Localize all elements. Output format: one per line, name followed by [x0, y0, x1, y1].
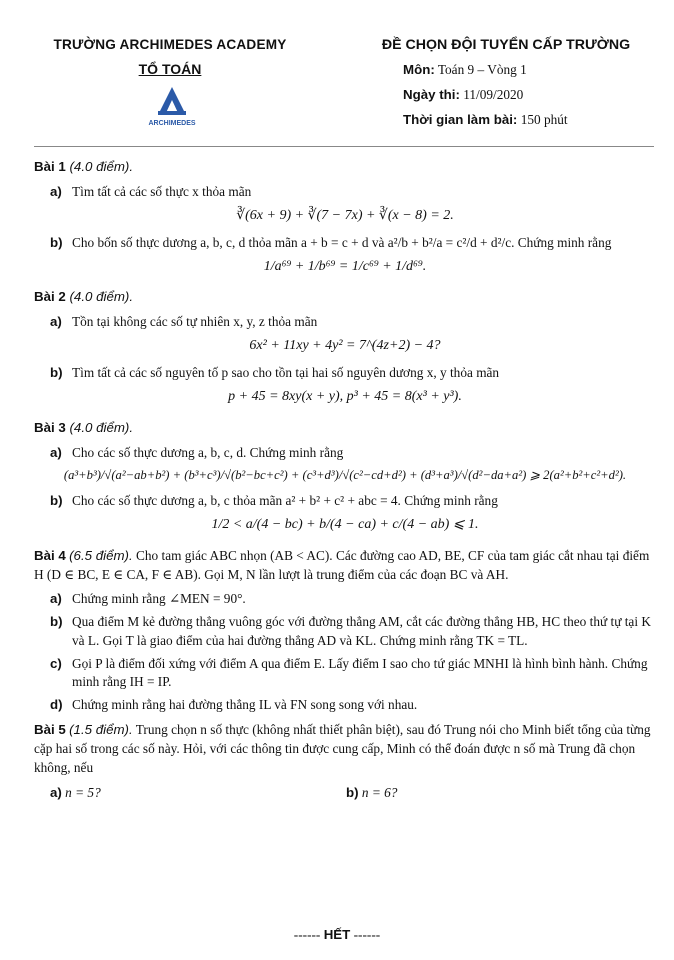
problem-4	[34, 547, 656, 715]
date-line: Ngày thi: 11/09/2020	[403, 87, 524, 102]
formula: ∛(6x + 9) + ∛(7 − 7x) + ∛(x − 8) = 2.	[236, 207, 454, 223]
problem-2	[34, 288, 656, 406]
problem-intro: Bài 4 (6.5 điểm). Cho tam giác ABC nhọn (AB < AC). Các đường cao AD, BE, CF của tam giác cắt nhau tại điểm H (D ∈ BC, E ∈ CA, F ∈ AB). Gọi M, N lần lượt là trung điểm của các đoạn BC và AH.	[34, 548, 650, 582]
svg-text:ARCHIMEDES: ARCHIMEDES	[148, 120, 196, 127]
problem-part: a) Tồn tại không các số tự nhiên x, y, z thỏa mãn	[50, 314, 318, 330]
problem-part: b) n = 6?	[346, 784, 398, 800]
problem-1	[34, 158, 656, 276]
problem-part: b) Qua điểm M kẻ đường thẳng vuông góc với đường thẳng AM, cắt các đường thẳng HB, HC theo thứ tự tại K và L. Gọi T là giao điểm của hai đường thẳng AD và KL. Chứng minh rằng TK = TL.	[50, 613, 651, 648]
formula: (a³+b³)/√(a²−ab+b²) + (b³+c³)/√(b²−bc+c²) + (c³+d³)/√(c²−cd+d²) + (d³+a³)/√(d²−da+a²) ⩾ 2(a²+b²+c²+d²).	[63, 467, 627, 482]
formula: 1/a⁶⁹ + 1/b⁶⁹ = 1/c⁶⁹ + 1/d⁶⁹.	[263, 258, 427, 274]
archimedes-logo-icon	[134, 85, 210, 127]
problem-part: b) Cho bốn số thực dương a, b, c, d thỏa mãn a + b = c + d và a²/b + b²/a = c²/d + d²/c. Chứng minh rằng	[50, 234, 612, 250]
problem-part: a) Cho các số thực dương a, b, c, d. Chứng minh rằng	[50, 444, 344, 460]
problem-part: c) Gọi P là điểm đối xứng với điểm A qua điểm E. Lấy điểm I sao cho tứ giác MNHI là hình bình hành. Chứng minh rằng IH = IP.	[50, 655, 648, 690]
problem-part: b) Tìm tất cả các số nguyên tố p sao cho tồn tại hai số nguyên dương x, y thỏa mãn	[50, 365, 500, 380]
exam-title: ĐỀ CHỌN ĐỘI TUYỂN CẤP TRƯỜNG	[381, 37, 631, 53]
formula: 1/2 < a/(4 − bc) + b/(4 − ca) + c/(4 − ab) ⩽ 1.	[211, 517, 479, 533]
problem-intro: Bài 5 (1.5 điểm). Trung chọn n số thực (không nhất thiết phân biệt), sau đó Trung nói cho Minh biết tổng của từng cặp hai số trong các số này. Hỏi, với các thông tin được cung cấp, Minh có thể đoán được n số mà Trung đã chọn không, nếu	[34, 722, 651, 775]
problem-5-parts	[34, 784, 656, 806]
exam-body	[34, 158, 656, 806]
formula: 6x² + 11xy + 4y² = 7^(4z+2) − 4?	[249, 338, 441, 354]
problem-part: a) Chứng minh rằng ∠MEN = 90°.	[50, 590, 246, 606]
header-divider	[34, 146, 654, 147]
problem-part: b) Cho các số thực dương a, b, c thỏa mãn a² + b² + c² + abc = 4. Chứng minh rằng	[50, 493, 498, 509]
problem-part: d) Chứng minh rằng hai đường thẳng IL và FN song song với nhau.	[50, 697, 418, 713]
problem-part: a) Tìm tất cả các số thực x thỏa mãn	[50, 183, 252, 199]
problem-5	[34, 721, 656, 806]
subject-line: Môn: Toán 9 – Vòng 1	[403, 62, 527, 77]
end-marker: ------ HẾT ------	[293, 927, 381, 942]
exam-header	[0, 0, 674, 140]
problem-title: Bài 1 (4.0 điểm).	[34, 159, 134, 174]
formula: p + 45 = 8xy(x + y), p³ + 45 = 8(x³ + y³).	[228, 388, 462, 404]
problem-part: a) n = 5?	[50, 784, 101, 800]
time-line: Thời gian làm bài: 150 phút	[403, 112, 568, 127]
problem-3	[34, 419, 656, 535]
problem-title: Bài 2 (4.0 điểm).	[34, 289, 134, 305]
school-name: TRƯỜNG ARCHIMEDES ACADEMY	[53, 37, 287, 52]
problem-title: Bài 3 (4.0 điểm).	[34, 419, 134, 435]
department-name: TỔ TOÁN	[138, 61, 202, 77]
